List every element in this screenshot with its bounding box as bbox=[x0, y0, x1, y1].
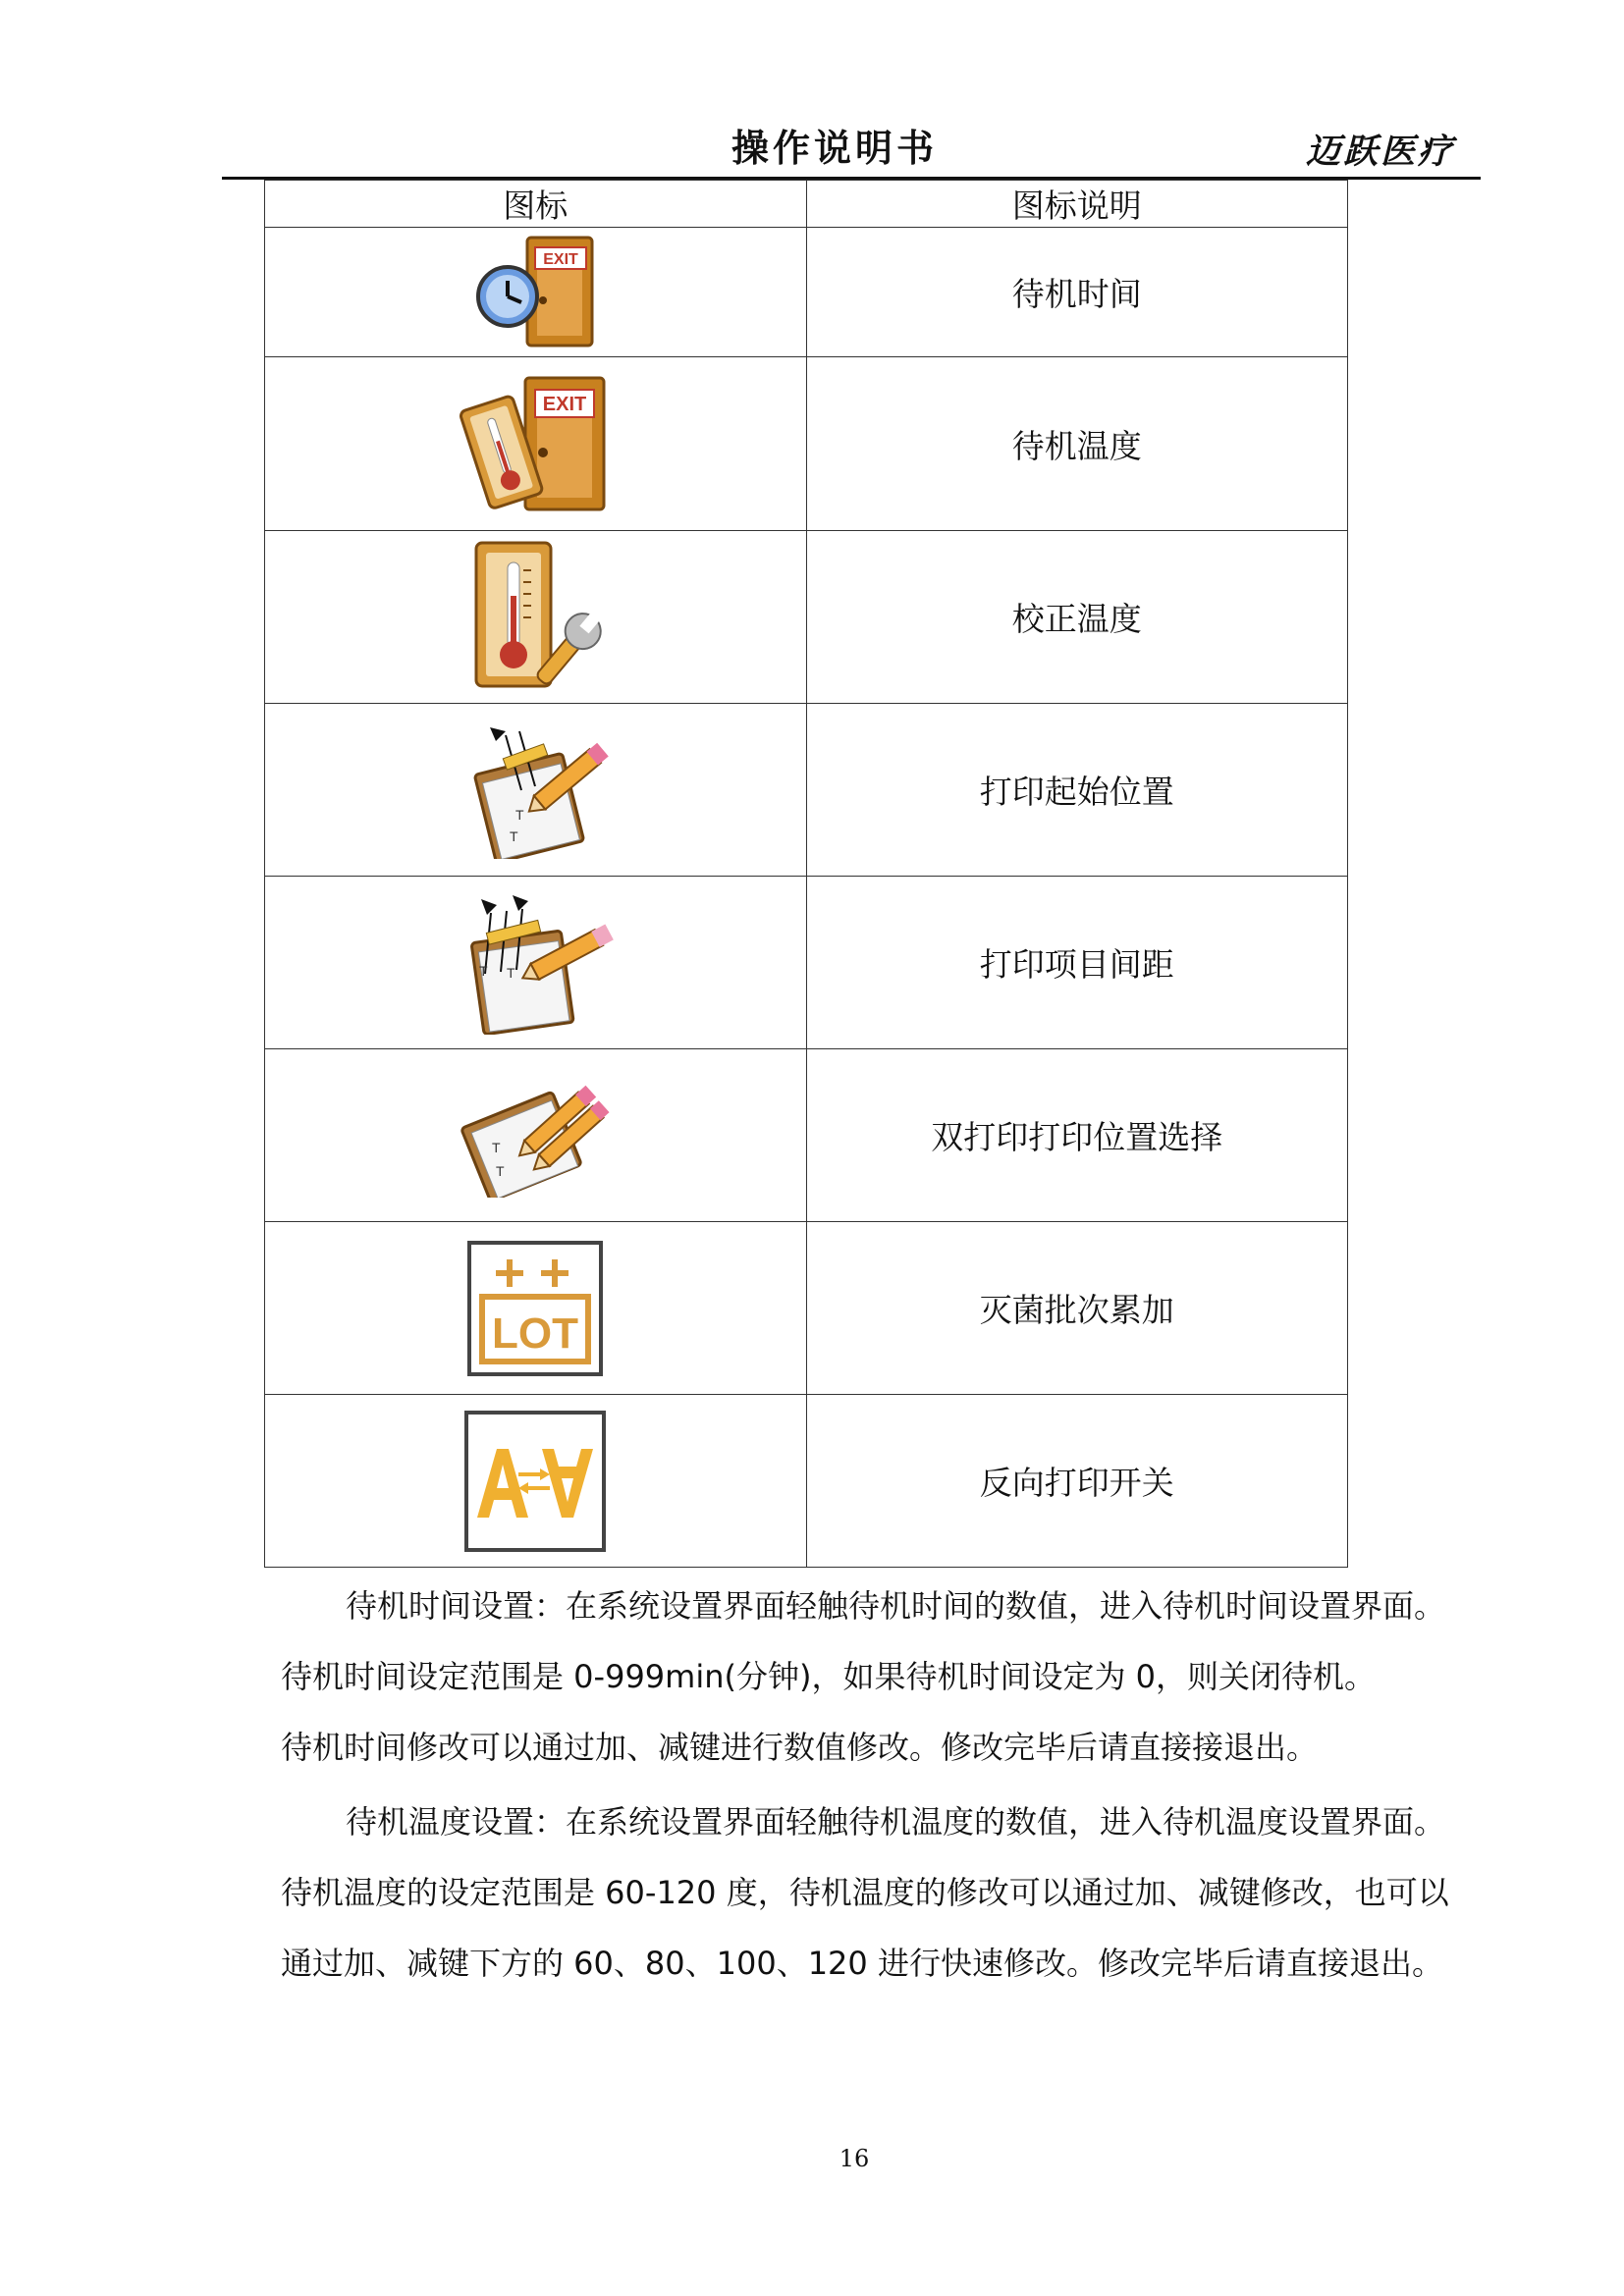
table-row bbox=[265, 531, 1348, 704]
icon-description: 灭菌批次累加 bbox=[806, 1222, 1348, 1395]
svg-text:EXIT: EXIT bbox=[543, 250, 579, 268]
table-row bbox=[265, 704, 1348, 877]
calibrate-temperature-icon bbox=[457, 535, 614, 700]
svg-text:T: T bbox=[492, 1139, 501, 1155]
sterilization-batch-accumulate-icon bbox=[466, 1240, 604, 1377]
icon-description: 校正温度 bbox=[806, 531, 1348, 704]
svg-text:EXIT: EXIT bbox=[543, 394, 587, 415]
standby-time-paragraph bbox=[281, 1571, 1498, 1783]
paragraph-line: 待机时间设定范围是 0-999min(分钟)，如果待机时间设定为 0，则关闭待机。 bbox=[281, 1658, 1377, 1695]
document-title: 操作说明书 bbox=[731, 127, 939, 170]
icon-description: 打印项目间距 bbox=[806, 877, 1348, 1049]
paragraph-line: 待机时间设置：在系统设置界面轻触待机时间的数值，进入待机时间设置界面。 bbox=[346, 1587, 1446, 1625]
print-start-position-icon bbox=[457, 721, 614, 859]
icon-table bbox=[264, 180, 1348, 1568]
standby-temperature-icon bbox=[457, 370, 614, 517]
paragraph-line: 待机温度的设定范围是 60-120 度，待机温度的修改可以通过加、减键修改，也可以 bbox=[281, 1874, 1449, 1911]
paragraph-line: 待机温度设置：在系统设置界面轻触待机温度的数值，进入待机温度设置界面。 bbox=[346, 1803, 1446, 1841]
table-header-row bbox=[265, 181, 1348, 228]
svg-text:T: T bbox=[479, 962, 488, 979]
icon-description: 双打印打印位置选择 bbox=[806, 1049, 1348, 1222]
table-row bbox=[265, 1222, 1348, 1395]
table-row bbox=[265, 877, 1348, 1049]
icon-description: 待机时间 bbox=[806, 228, 1348, 357]
table-row bbox=[265, 357, 1348, 531]
standby-time-icon bbox=[466, 232, 604, 353]
print-item-spacing-icon bbox=[452, 891, 619, 1035]
svg-text:T: T bbox=[496, 1162, 505, 1179]
table-row bbox=[265, 1049, 1348, 1222]
page-number: 16 bbox=[839, 2145, 870, 2172]
dual-print-position-icon bbox=[457, 1074, 614, 1198]
lot-label: LOT bbox=[492, 1308, 579, 1358]
paragraph-line: 待机时间修改可以通过加、减键进行数值修改。修改完毕后请直接接退出。 bbox=[281, 1729, 1319, 1766]
svg-text:T: T bbox=[515, 806, 524, 823]
table-row bbox=[265, 1395, 1348, 1568]
standby-temperature-paragraph bbox=[281, 1787, 1498, 1999]
icon-description: 反向打印开关 bbox=[806, 1395, 1348, 1568]
svg-text:T: T bbox=[507, 964, 515, 981]
svg-text:T: T bbox=[510, 828, 518, 844]
icon-description: 待机温度 bbox=[806, 357, 1348, 531]
table-row bbox=[265, 228, 1348, 357]
paragraph-line: 通过加、减键下方的 60、80、100、120 进行快速修改。修改完毕后请直接退出。 bbox=[281, 1945, 1443, 1982]
company-name: 迈跃医疗 bbox=[1306, 133, 1456, 172]
column-header-description: 图标说明 bbox=[806, 181, 1348, 228]
reverse-print-toggle-icon bbox=[463, 1410, 607, 1553]
icon-description: 打印起始位置 bbox=[806, 704, 1348, 877]
column-header-icon: 图标 bbox=[265, 181, 807, 228]
